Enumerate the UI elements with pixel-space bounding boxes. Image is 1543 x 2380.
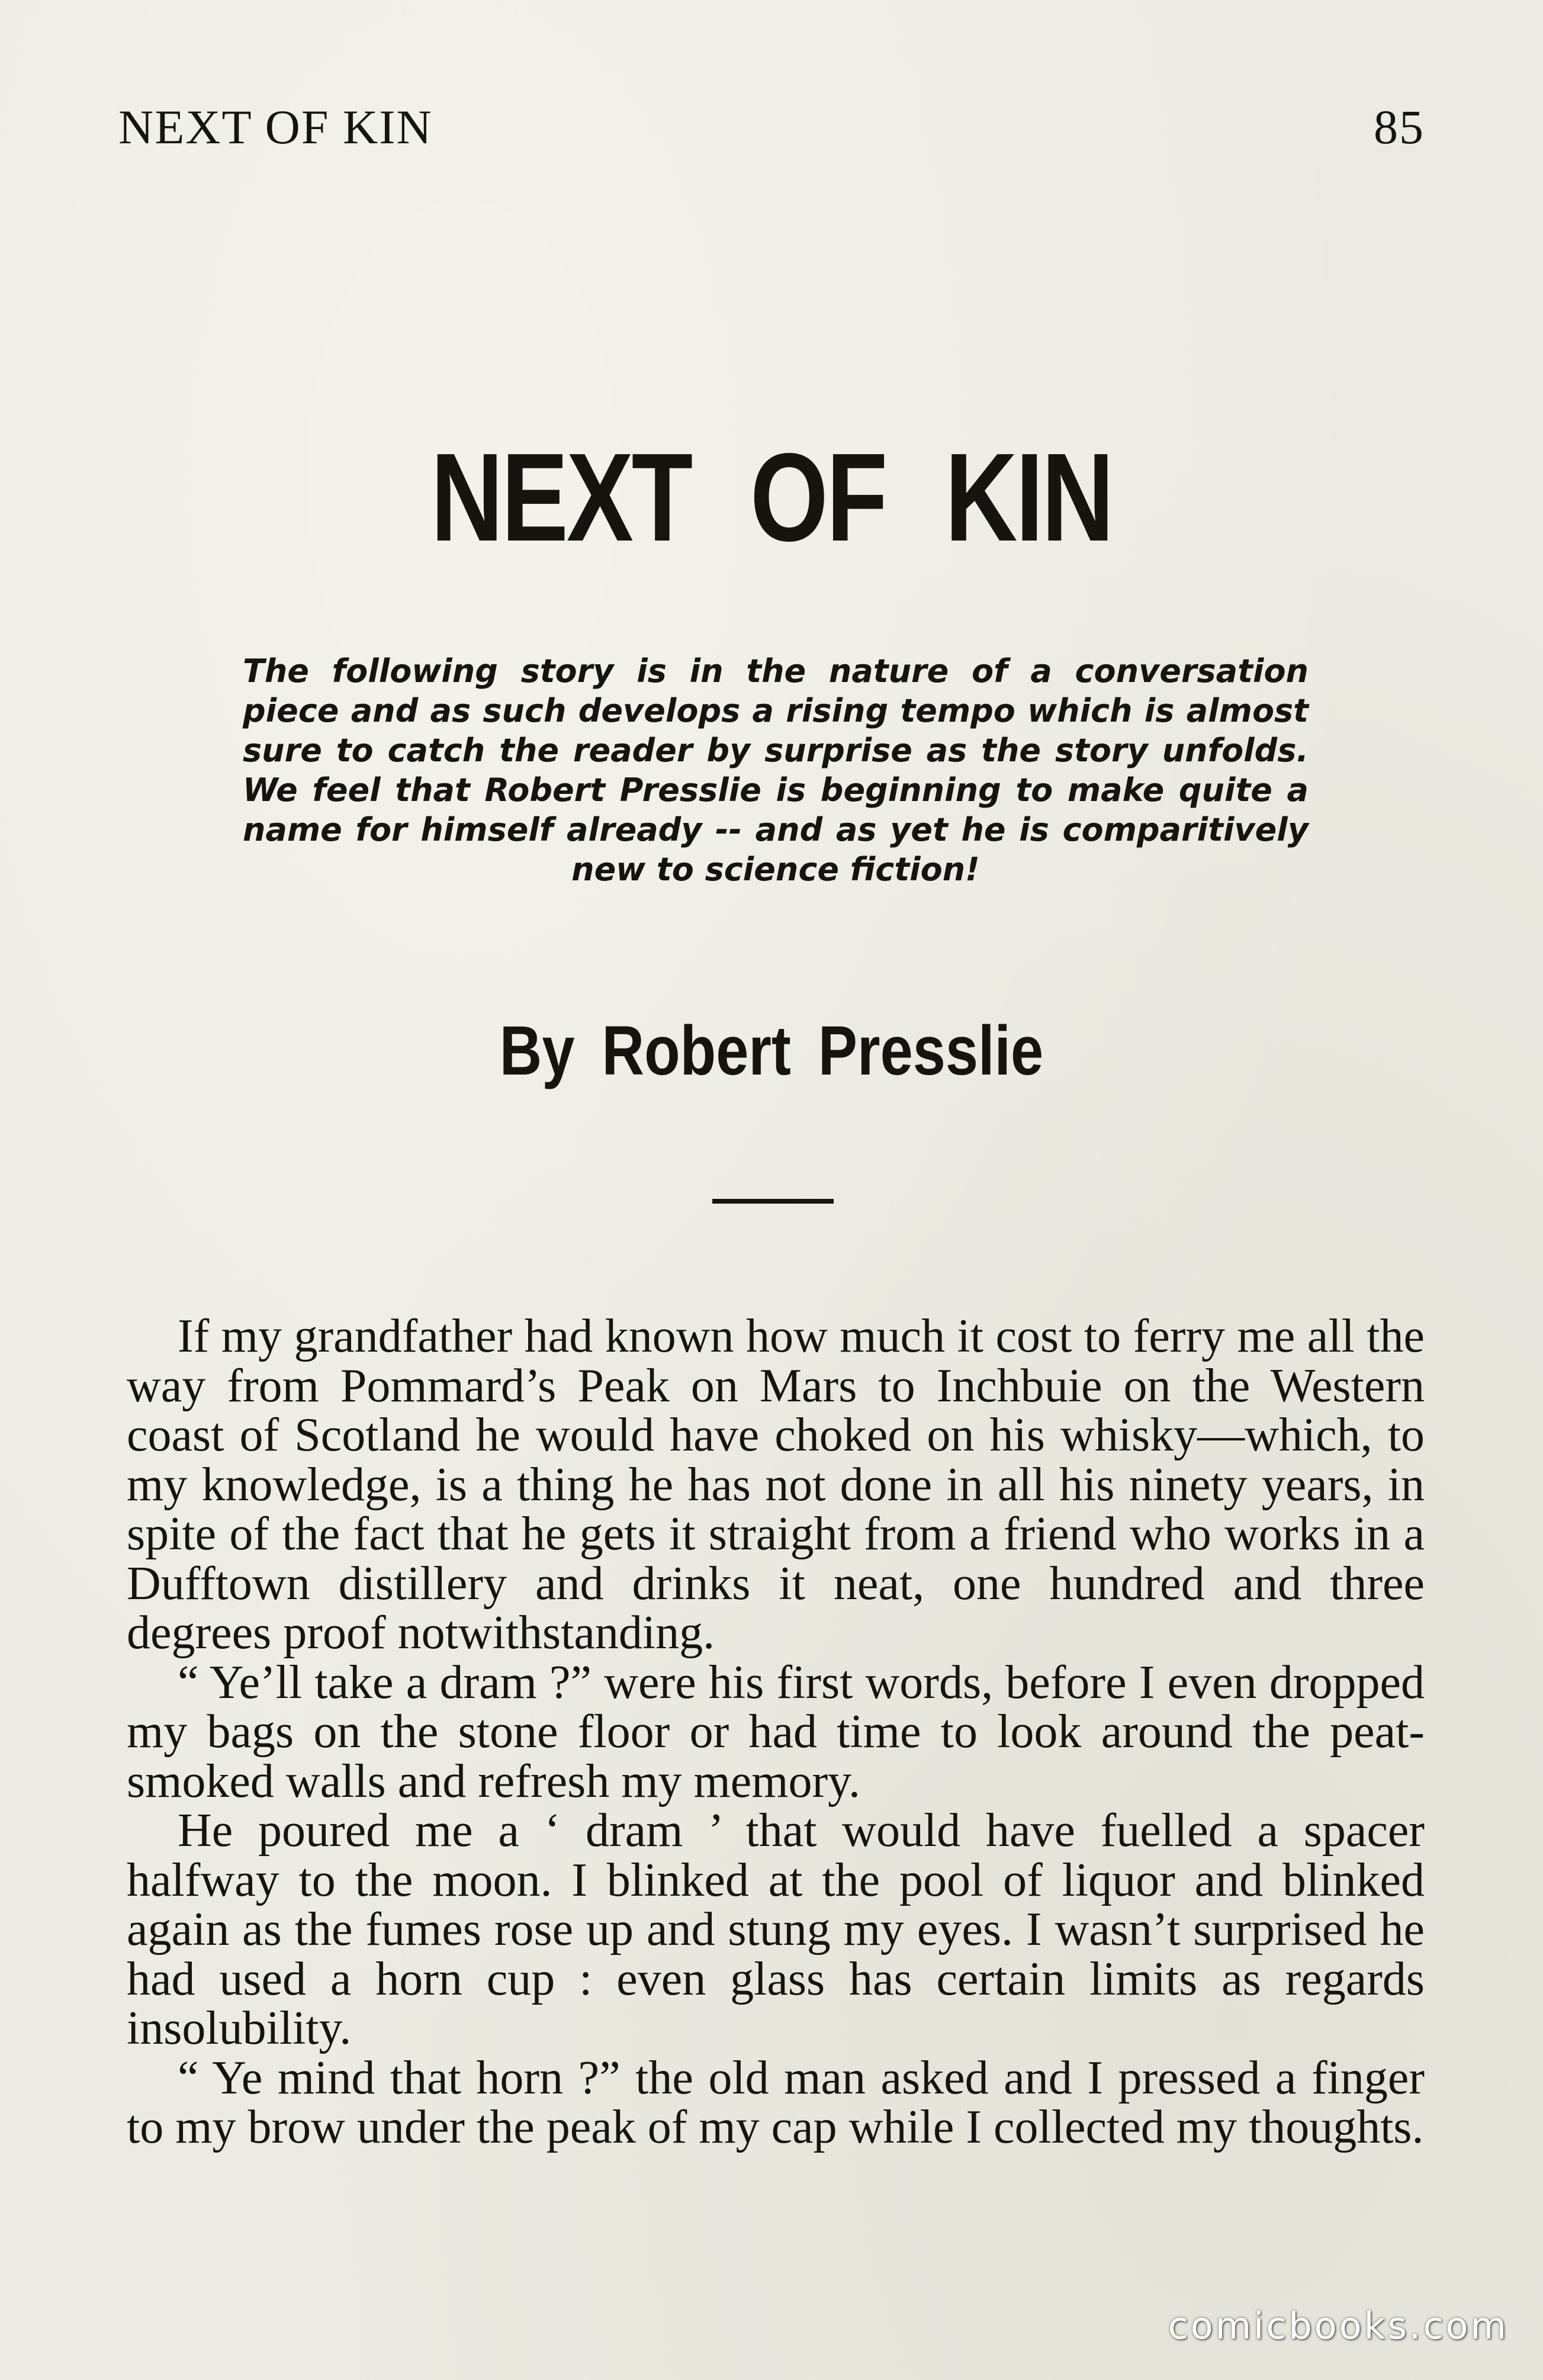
page-number: 85 <box>1374 100 1425 154</box>
story-body <box>127 1312 1425 2153</box>
running-header <box>118 95 1425 160</box>
author-byline: By Robert Presslie <box>499 1012 1044 1090</box>
body-paragraph: If my grandfather had known how much it cost to ferry me all the way from Pommard’s Peak on Mars to Inchbuie on the Western coast of Scotland he would have choked on his whisky—which, to my knowledge, is a thing he has not done in all his ninety years, in spite of the fact that he gets it straight from a friend who works in a Dufftown distillery and drinks it neat, one hundred and three degrees proof notwithstanding. <box>127 1310 1425 1659</box>
source-watermark: comicbooks.com <box>1168 2304 1509 2347</box>
story-intro: The following story is in the nature of a conversation piece and as such develops a rising tempo which is almost sure to catch the reader by surprise as the story unfolds. We feel that Robert Presslie is beginning to make quite a name for himself already -- and as yet he is comparitively new to science fiction! <box>243 652 1309 888</box>
body-paragraph: He poured me a ‘ dram ’ that would have fuelled a spacer halfway to the moon. I blinked at the pool of liquor and blinked again as the fumes rose up and stung my eyes. I wasn’t surprised he had used a horn cup : even glass has certain limits as regards insolubility. <box>127 1805 1425 2054</box>
story-title: NEXT OF KIN <box>430 427 1113 567</box>
running-title: NEXT OF KIN <box>118 100 433 154</box>
body-paragraph: “ Ye’ll take a dram ?” were his first words, before I even dropped my bags on the stone floor or had time to look around the peat-smoked walls and refresh my memory. <box>127 1656 1425 1807</box>
body-paragraph: “ Ye mind that horn ?” the old man asked and I pressed a finger to my brow under the peak of my cap while I collected my thoughts. <box>127 2051 1425 2153</box>
section-divider <box>712 1199 834 1204</box>
